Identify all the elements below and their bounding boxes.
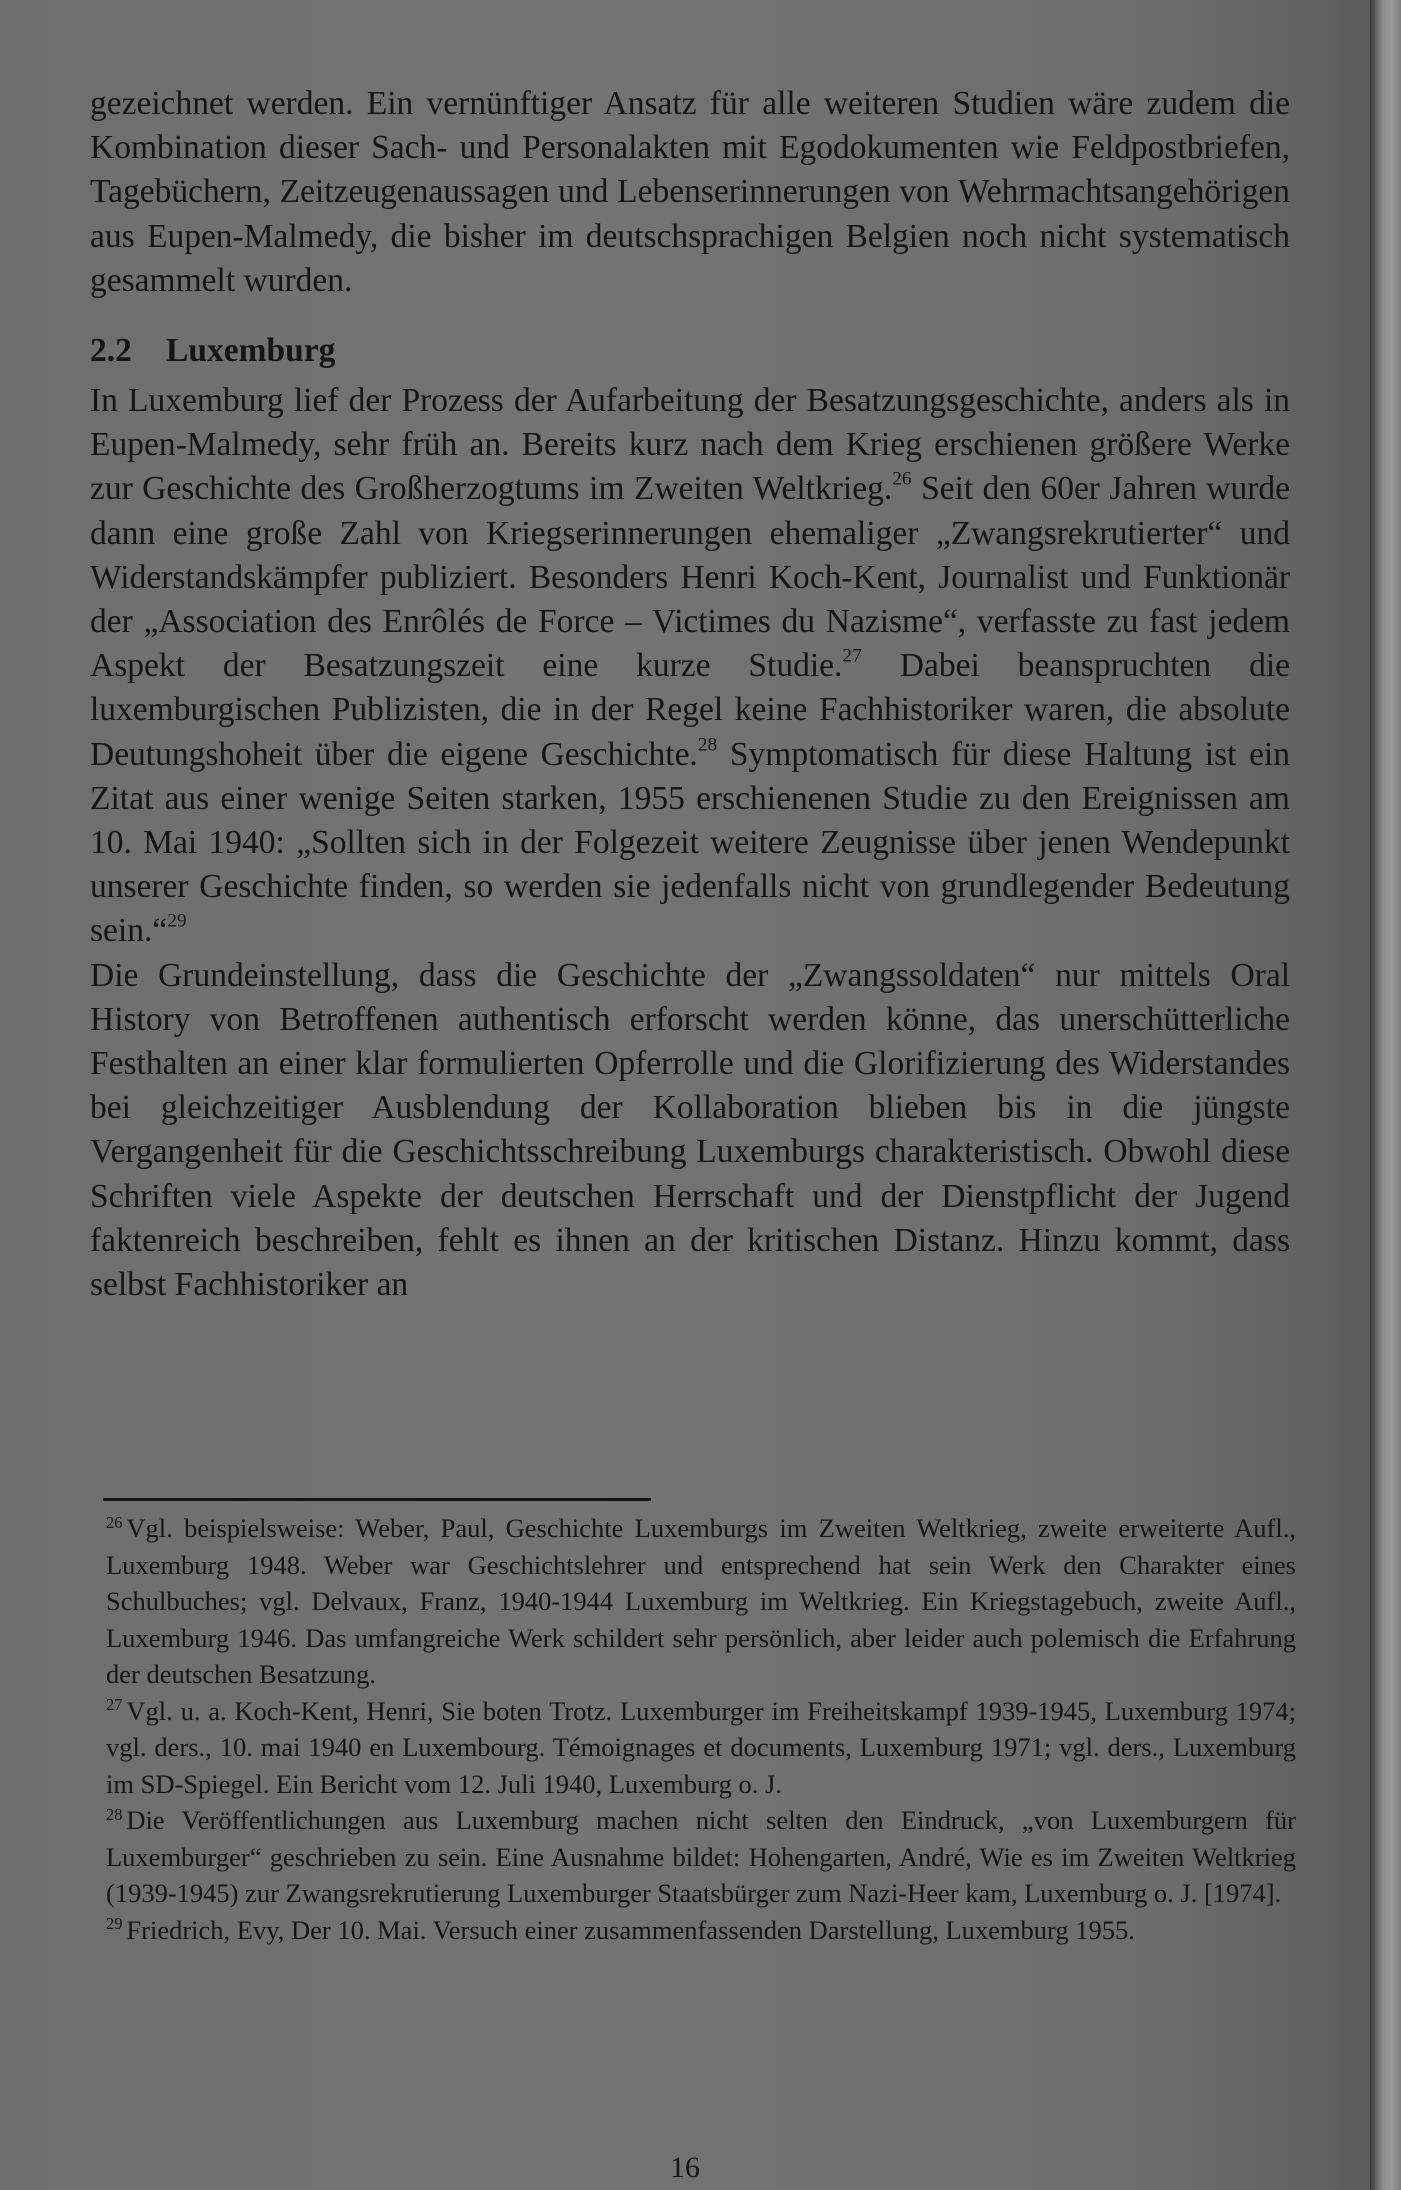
footnote-28: [106, 1802, 1296, 1912]
section-title: Luxemburg: [166, 332, 336, 370]
footnote-text: Die Veröffentlichungen aus Luxemburg machen nicht selten den Eindruck, „von Luxemburgern für Luxemburger“ geschrieben zu sein. Eine Ausnahme bildet: Hohengarten, André, Wie es im Zweiten Weltkrieg (1939-1945) zur Zwangsrekrutierung Luxemburger Staatsbürger zum Nazi-Heer kam, Luxemburg o. J. [1974].: [106, 1805, 1296, 1908]
footnote-divider: [103, 1498, 651, 1501]
footnote-number: 26: [106, 1512, 123, 1532]
paragraph-2: [90, 379, 1290, 954]
footnote-number: 28: [106, 1804, 123, 1824]
footnote-text: Vgl. beispielsweise: Weber, Paul, Geschichte Luxemburgs im Zweiten Weltkrieg, zweite erweiterte Aufl., Luxemburg 1948. Weber war Geschichtslehrer und entsprechend hat sein Werk den Charakter eines Schulbuches; vgl. Delvaux, Franz, 1940-1944 Luxemburg im Weltkrieg. Ein Kriegstagebuch, zweite Aufl., Luxemburg 1946. Das umfangreiche Werk schildert sehr persönlich, aber leider auch polemisch die Erfahrung der deutschen Besatzung.: [106, 1513, 1296, 1689]
footnotes: [106, 1510, 1296, 1948]
paragraph-3: Die Grundeinstellung, dass die Geschichte der „Zwangssoldaten“ nur mittels Oral History von Betroffenen authentisch erforscht werden könne, das unerschütterliche Festhalten an einer klar formulierten Opferrolle und die Glorifizierung des Widerstandes bei gleichzeitiger Ausblendung der Kollaboration blieben bis in die jüngste Vergangenheit für die Geschichtsschreibung Luxemburgs charakteristisch. Obwohl diese Schriften viele Aspekte der deutschen Herrschaft und der Dienstpflicht der Jugend faktenreich beschreiben, fehlt es ihnen an der kritischen Distanz. Hinzu kommt, dass selbst Fachhistoriker an: [90, 956, 1290, 1304]
footnote-ref-27: 27: [842, 645, 862, 667]
paragraph-1: gezeichnet werden. Ein vernünftiger Ansatz für alle weiteren Studien wäre zudem die Kombination dieser Sach- und Personalakten mit Egodokumenten wie Feldpostbriefen, Tagebüchern, Zeitzeugenaussagen und Lebenserinnerungen von Wehrmachtsangehörigen aus Eupen-Malmedy, die bisher im deutschsprachigen Belgien noch nicht systematisch gesammelt wurden.: [90, 85, 1290, 299]
footnote-26: [106, 1510, 1296, 1693]
footnote-ref-28: 28: [697, 734, 718, 756]
page-number: 16: [670, 2151, 700, 2184]
footnote-number: 27: [106, 1695, 123, 1715]
paragraph-2-part-a: In Luxemburg lief der Prozess der Aufarbeitung der Besatzungsgeschichte, anders als in Eupen-Malmedy, sehr früh an. Bereits kurz nach dem Krieg erschienen größere Werke zur Geschichte des Großherzogtums im Zweiten Weltkrieg.: [90, 382, 1290, 508]
paragraph-2-part-d: Symptomatisch für diese Haltung ist ein Zitat aus einer wenige Seiten starken, 1955 erschienenen Studie zu den Ereignissen am 10. Mai 1940: „Sollten sich in der Folgezeit weitere Zeugnisse über jenen Wendepunkt unserer Geschichte finden, so werden sie jedenfalls nicht von grundlegender Bedeutung sein.“: [90, 735, 1290, 950]
page-edge: [1370, 0, 1401, 2190]
footnote-27: [106, 1693, 1296, 1803]
body-text: [90, 82, 1290, 1307]
footnote-ref-26: 26: [892, 468, 912, 490]
footnote-ref-29: 29: [167, 910, 187, 932]
footnote-29: [106, 1912, 1296, 1949]
section-number: 2.2: [90, 332, 132, 370]
footnote-number: 29: [106, 1914, 123, 1934]
footnote-text: Friedrich, Evy, Der 10. Mai. Versuch einer zusammenfassenden Darstellung, Luxemburg 1955.: [126, 1914, 1135, 1945]
footnote-text: Vgl. u. a. Koch-Kent, Henri, Sie boten Trotz. Luxemburger im Freiheitskampf 1939-1945, Luxemburg 1974; vgl. ders., 10. mai 1940 en Luxembourg. Témoignages et documents, Luxemburg 1971; vgl. ders., Luxemburg im SD-Spiegel. Ein Bericht vom 12. Juli 1940, Luxemburg o. J.: [106, 1695, 1296, 1799]
paragraph-2-part-c: Dabei beanspruchten die luxemburgischen Publizisten, die in der Regel keine Fachhistoriker waren, die absolute Deutungshoheit über die eigene Geschichte.: [90, 647, 1291, 773]
paragraph-2-part-b: Seit den 60er Jahren wurde dann eine große Zahl von Kriegserinnerungen ehemaliger „Zwangsrekrutierter“ und Widerstandskämpfer publiziert. Besonders Henri Koch-Kent, Journalist und Funktionär der „Association des Enrôlés de Force – Victimes du Nazisme“, verfasste zu fast jedem Aspekt der Besatzungszeit eine kurze Studie.: [90, 470, 1290, 685]
section-heading: [90, 329, 1290, 373]
